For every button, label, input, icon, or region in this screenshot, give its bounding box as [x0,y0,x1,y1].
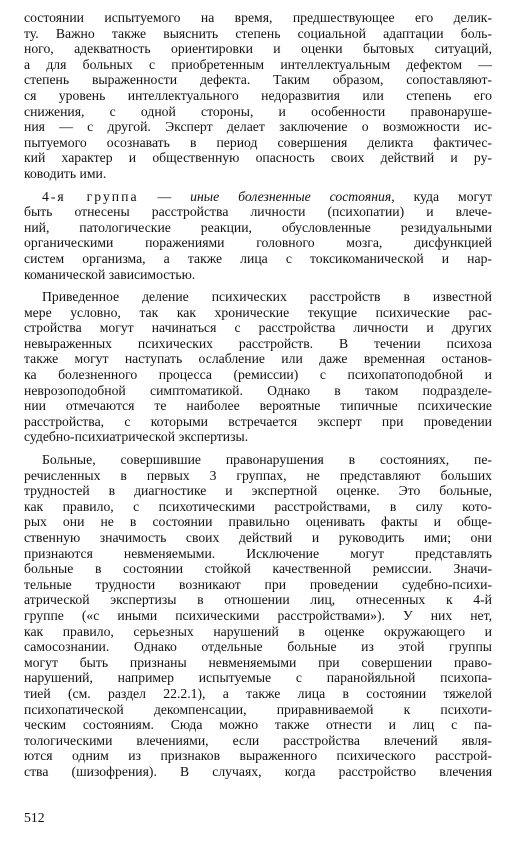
text-line: состоянии испытуемого на время, предшествующее его делик- [24,10,492,25]
text-line: Больные, совершившие правонарушения в состояниях, пе- [42,452,492,468]
text-line: нии отмечаются те наиболее вероятные типичные психические [24,398,492,414]
text-line: самосознании. Однако отдельные больные из этой группы [24,639,492,655]
text-line: ного, адекватность ориентировки и оценки бытовых ситуаций, [24,41,492,57]
paragraph-intellectual-defect [24,10,492,182]
text-line: как правило, серьезных нарушений в оценке окружающего и [24,623,492,639]
text-line: ются одним из признаков выраженного психического расстрой- [24,748,492,764]
text-line: тологическими влечениями, если расстройства влечений явля- [24,732,492,748]
text-line: степень выраженности дефекта. Таким образом, сопоставляют- [24,72,492,88]
text-line: ний, патологические реакции, обусловленные резидуальными [24,219,492,235]
text-line: признаются невменяемыми. Исключение могут представлять [24,545,492,561]
text-line: органическими поражениями головного мозга, дисфункцией [24,235,492,251]
text-line: ческим состояниям. Сюда можно также отнести и лиц с па- [24,717,492,733]
text-line: как правило, с психотическими расстройствами, в силу кото- [24,498,492,514]
paragraph-expert-assessment [24,452,492,779]
text-line: группе («с иными психическими расстройствами»). У них нет, [24,607,492,623]
text-line: невыраженных психических расстройств. В течении психоза [24,335,492,351]
text-line: стройства могут начинаться с расстройства личности и других [24,320,492,336]
text-line: снижения, с одной стороны, и особенности правонаруше- [24,103,492,119]
text-line: ся уровень интеллектуального недоразвития или степень его [24,87,492,103]
group-label: 4-я группа [42,188,139,204]
text-line: судебно-психиатрической экспертизы. [24,429,249,445]
text-line: психопатической декомпенсации, приравниваемой к психоти- [24,701,492,717]
paragraph-group-4 [24,189,492,283]
text-line: быть отнесены расстройства личности (психопатии) и влече- [24,204,492,220]
document-page-body [24,10,492,780]
text-line: речисленных в первых 3 группах, не представляют больших [24,467,492,483]
text-line: ственную значимость своих действий и руководить ими; они [24,530,492,545]
text-line: Приведенное деление психических расстройств в известной [42,289,492,305]
text-line: могут быть признаны невменяемыми при совершении право- [24,654,492,670]
group-first-line-rest: куда могут [394,188,492,204]
text-line: нарушений, например испытуемые с паранойяльной психопа- [24,670,492,686]
text-line: ту. Важно также выяснить степень социальной адаптации боль- [24,25,492,41]
text-line: атрической экспертизы в отношении лиц, отнесенных к 4-й [24,592,492,608]
text-line: команической зависимостью. [24,266,196,282]
text-line: тельные трудности возникают при проведении судебно-психи- [24,576,492,592]
text-line: ства (шизофрения). В случаях, когда расстройство влечения [24,763,492,779]
text-line: рых они не в состоянии правильно оценивать факты и обще- [24,514,492,530]
group-title: иные болезненные состояния, [190,188,395,204]
text-line: также могут наступать ослабление или даже временная останов- [24,351,492,367]
text-line: мере условно, так как хронические текущие психические рас- [24,304,492,320]
group-dash: — [138,188,191,204]
text-line: кий характер и общественную опасность своих действий и ру- [24,150,492,166]
text-line: систем организма, а также лица с токсикоманической и нар- [24,250,492,266]
text-line: тией (см. раздел 22.2.1), а также лица в состоянии тяжелой [24,685,492,701]
text-line: трудностей в диагностике и экспертной оценке. Это больные, [24,483,492,499]
text-line: а для больных с приобретенным интеллектуальным дефектом — [24,56,492,72]
text-line: расстройства, с которыми встречается эксперт при проведении [24,413,492,429]
text-line: ния — с другой. Эксперт делает заключение о возможности ис- [24,119,492,135]
text-line: ка болезненного процесса (ремиссии) с психопатоподобной и [24,367,492,383]
text-line: пытуемого осознавать в период совершения деликта фактичес- [24,134,492,150]
text-line: неврозоподобной симптоматикой. Однако в таком подразделе- [24,382,492,398]
text-line-group-heading [24,189,492,205]
paragraph-classification-note [24,289,492,445]
page-number: 512 [24,810,45,825]
text-line: больные в состоянии стойкой качественной ремиссии. Значи- [24,561,492,577]
text-line: ководить ими. [24,165,107,181]
